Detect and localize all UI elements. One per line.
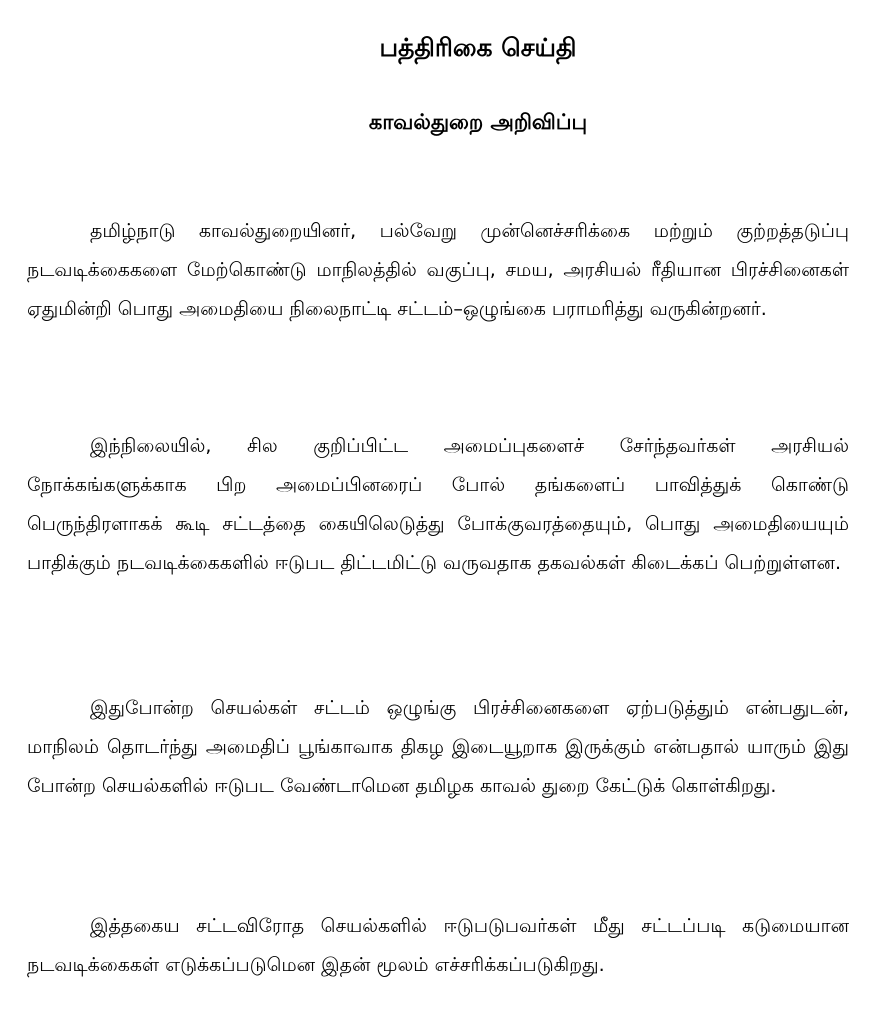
paragraph-1: தமிழ்நாடு காவல்துறையினர், பல்வேறு முன்னெச்சரிக்கை மற்றும் குற்றத்தடுப்பு நடவடிக்கைகளை மேற்கொண்டு மாநிலத்தில் வகுப்பு, சமய, அரசியல் ரீதியான பிரச்சினைகள் ஏதுமின்றி பொது அமைதியை நிலைநாட்டி சட்டம்–ஒழுங்கை பராமரித்து வருகின்றனர். bbox=[27, 220, 849, 320]
document-title: பத்திரிகை செய்தி bbox=[379, 33, 577, 62]
paragraph-2: இந்நிலையில், சில குறிப்பிட்ட அமைப்புகளைச் சேர்ந்தவர்கள் அரசியல் நோக்கங்களுக்காக பிற அமைப்பினரைப் போல் தங்களைப் பாவித்துக் கொண்டு பெருந்திரளாகக் கூடி சட்டத்தை கையிலெடுத்து போக்குவரத்தையும், பொது அமைதியையும் பாதிக்கும் நடவடிக்கைகளில் ஈடுபட திட்டமிட்டு வருவதாக தகவல்கள் கிடைக்கப் பெற்றுள்ளன. bbox=[27, 435, 849, 574]
paragraph-4: இத்தகைய சட்டவிரோத செயல்களில் ஈடுபடுபவர்கள் மீது சட்டப்படி கடுமையான நடவடிக்கைகள் எடுக்கப்படுமென இதன் மூலம் எச்சரிக்கப்படுகிறது. bbox=[27, 915, 849, 976]
document-subtitle: காவல்துறை அறிவிப்பு bbox=[368, 110, 588, 134]
paragraph-3: இதுபோன்ற செயல்கள் சட்டம் ஒழுங்கு பிரச்சினைகளை ஏற்படுத்தும் என்பதுடன், மாநிலம் தொடர்ந்து அமைதிப் பூங்காவாக திகழ இடையூறாக இருக்கும் என்பதால் யாரும் இது போன்ற செயல்களில் ஈடுபட வேண்டாமென தமிழக காவல் துறை கேட்டுக் கொள்கிறது. bbox=[27, 697, 849, 797]
